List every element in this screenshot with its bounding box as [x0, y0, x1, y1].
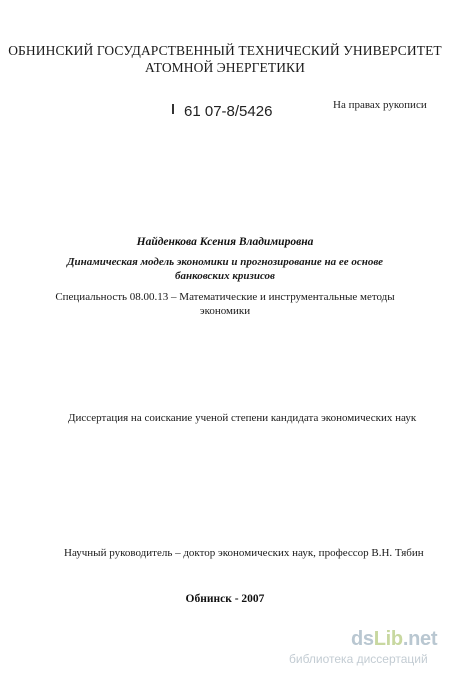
institution-line-1: ОБНИНСКИЙ ГОСУДАРСТВЕННЫЙ ТЕХНИЧЕСКИЙ УНИВЕРСИТЕТ	[8, 43, 442, 58]
institution-name	[0, 42, 450, 76]
shelfmark-number: 61 07-8/5426	[184, 103, 273, 120]
supervisor: Научный руководитель – доктор экономических наук, профессор В.Н. Тябин	[64, 547, 424, 559]
title-line-1: Динамическая модель экономики и прогнозирование на ее основе	[66, 256, 384, 268]
dissertation-title	[0, 255, 450, 283]
title-line-2: банковских кризисов	[175, 270, 275, 282]
institution-line-2: АТОМНОЙ ЭНЕРГЕТИКИ	[144, 60, 306, 75]
watermark-logo-part3: .net	[402, 628, 438, 650]
dissertation-note: Диссертация на соискание ученой степени кандидата экономических наук	[68, 412, 417, 424]
watermark-logo	[351, 628, 437, 651]
watermark-subtitle: библиотека диссертаций	[289, 652, 428, 666]
city-year: Обнинск - 2007	[185, 593, 265, 605]
watermark-logo-part2: Lib	[373, 628, 403, 650]
specialty-line-2: экономики	[199, 305, 251, 317]
shelfmark-tick	[172, 104, 174, 114]
specialty-line-1: Специальность 08.00.13 – Математические и инструментальные методы	[55, 291, 395, 303]
specialty	[0, 290, 450, 318]
rights-note: На правах рукописи	[333, 99, 427, 111]
watermark-logo-part1: ds	[351, 628, 374, 650]
author-name: Найденкова Ксения Владимировна	[136, 236, 314, 248]
